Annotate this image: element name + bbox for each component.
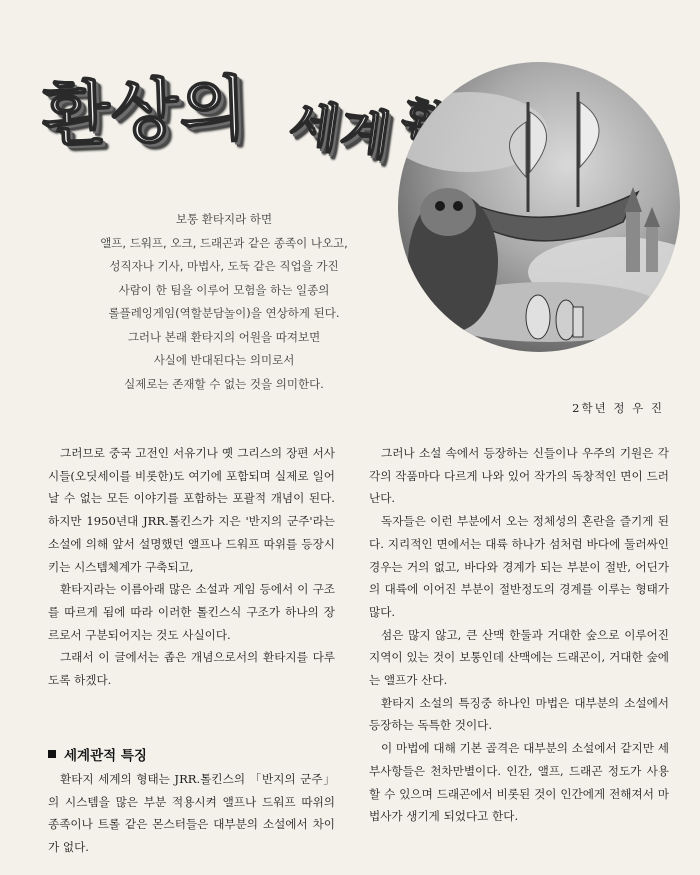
intro-line: 앨프, 드워프, 오크, 드래곤과 같은 종족이 나오고, — [100, 235, 348, 250]
body-paragraph: 이 마법에 대해 기본 골격은 대부분의 소설에서 같지만 세부사항들은 천차만별이다. 인간, 앨프, 드래곤 정도가 사용할 수 있으며 드래곤에서 비롯된 것이 인간에게 전해져서 마법사가 생기게 되었다고 한다. — [369, 741, 669, 824]
body-paragraph: 환타지라는 이름아래 많은 소설과 게임 등에서 이 구조를 따르게 됨에 따라 이러한 톨킨스식 구조가 하나의 장르로서 구분되어지는 것도 사실이다. — [48, 582, 335, 642]
intro-line: 실제로는 존재할 수 없는 것을 의미한다. — [124, 376, 324, 391]
body-paragraph: 그래서 이 글에서는 좁은 개념으로서의 환타지를 다루도록 하겠다. — [48, 650, 335, 688]
intro-line: 보통 환타지라 하면 — [175, 212, 273, 226]
square-bullet-icon — [48, 750, 56, 758]
title-word-world: 세계 — [285, 94, 396, 168]
fantasy-illustration — [398, 62, 680, 352]
body-paragraph: 섬은 많지 않고, 큰 산맥 한둘과 거대한 숲으로 이루어진 지역이 있는 것이 보통인데 산맥에는 드래곤이, 거대한 숲에는 앨프가 산다. — [369, 627, 669, 688]
body-paragraph: 환타지 세계의 형태는 JRR.톨킨스의 「반지의 군주」의 시스템을 많은 부분 적용시켜 앨프나 드워프 따위의 종족이나 트롤 같은 몬스터들은 대부분의 소설에서 차이가 없다. — [48, 772, 335, 855]
right-column — [369, 442, 669, 828]
intro-line: 사람이 한 팀을 이루어 모험을 하는 일종의 — [118, 282, 330, 297]
intro-text — [40, 208, 408, 396]
intro-line: 롤플레잉게임(역할분담놀이)을 연상하게 된다. — [108, 306, 340, 320]
body-paragraph: 그러므로 중국 고전인 서유기나 옛 그리스의 장편 서사시들(오딧세이를 비롯한)도 여기에 포함되며 실제로 일어날 수 없는 모든 이야기를 포함하는 포괄적 개념이 된다. 하지만 1950년대 JRR.톨킨스가 지은 '반지의 군주'라는 소설에 의해 앞서 설명했던 앨프나 드워프 따위를 등장시키는 시스템체계가 구축되고, — [48, 446, 335, 574]
title-word-fantasy: 환상의 — [40, 67, 250, 157]
body-paragraph: 그러나 소설 속에서 등장하는 신들이나 우주의 기원은 각각의 작품마다 다르게 나와 있어 작가의 독창적인 면이 드러난다. — [369, 446, 669, 506]
intro-line: 그러나 본래 환타지의 어원을 따져보면 — [127, 329, 321, 344]
section-body — [48, 768, 335, 859]
left-column — [48, 442, 335, 692]
illustration-art — [398, 62, 680, 352]
intro-line: 사실에 반대된다는 의미로서 — [153, 353, 295, 367]
section-heading — [48, 744, 147, 764]
body-paragraph: 독자들은 이런 부분에서 오는 정체성의 혼란을 즐기게 된다. 지리적인 면에서는 대륙 하나가 섬처럼 바다에 둘러싸인 경우는 거의 없고, 바다와 경계가 되는 부분이 절반, 어딘가의 대륙에 이어진 부분이 절반정도의 경계를 이루는 형태가 많다. — [369, 514, 669, 619]
body-paragraph: 환타지 소설의 특징중 하나인 마법은 대부분의 소설에서 등장하는 독특한 것이다. — [369, 695, 669, 733]
intro-line: 성직자나 기사, 마법사, 도둑 같은 직업을 가진 — [109, 259, 339, 273]
author-byline: 2학년 정 우 진 — [572, 401, 664, 415]
section-heading-text: 세계관적 특징 — [64, 748, 147, 764]
